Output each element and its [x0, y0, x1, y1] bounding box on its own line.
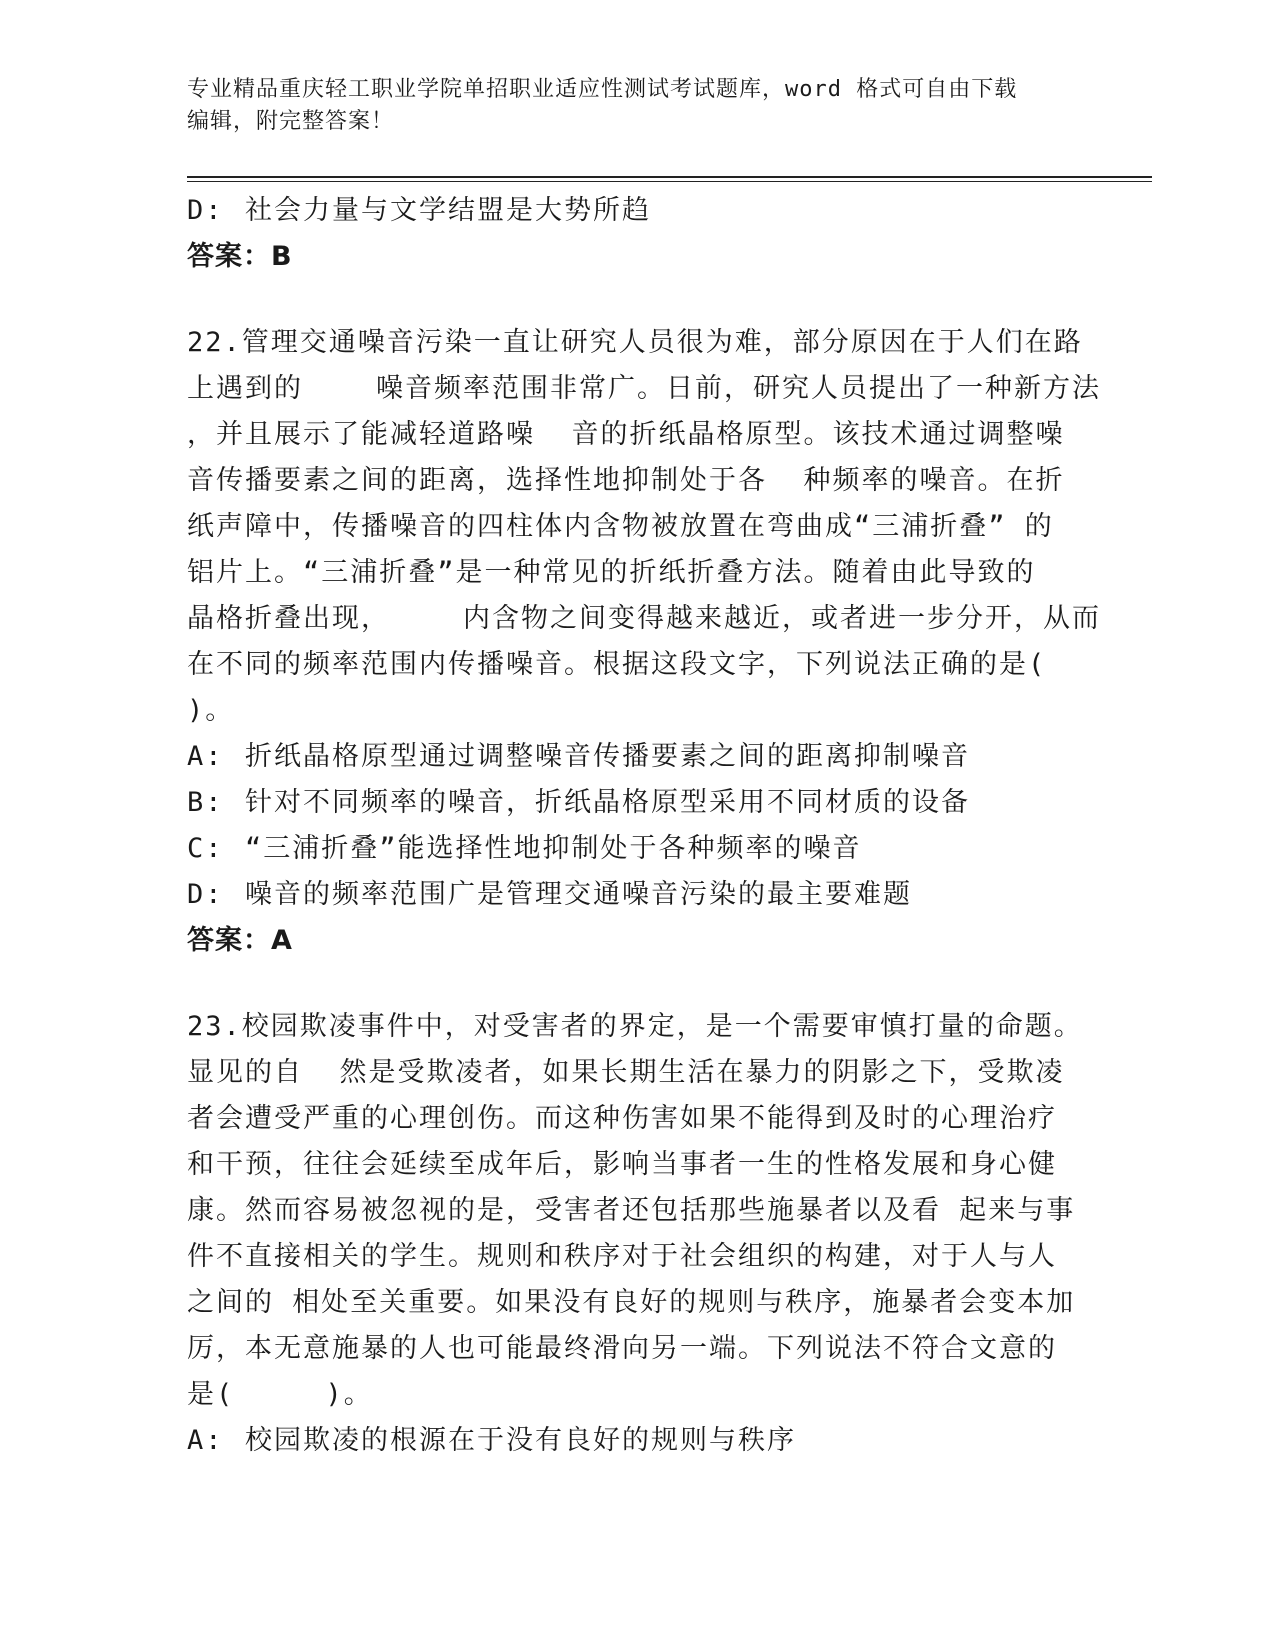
question-line: )。 [187, 695, 235, 726]
page-header [187, 74, 1087, 138]
option-b [187, 780, 1087, 826]
question-line: 显见的自 然是受欺凌者，如果长期生活在暴力的阴影之下，受欺凌 [187, 1057, 1065, 1088]
question-line: 22.管理交通噪音污染一直让研究人员很为难，部分原因在于人们在路 [187, 327, 1083, 358]
question-line: ，并且展示了能减轻道路噪 音的折纸晶格原型。该技术通过调整噪 [187, 419, 1065, 450]
option-text: 校园欺凌的根源在于没有良好的规则与秩序 [245, 1425, 796, 1456]
header-line-2: 编辑，附完整答案！ [187, 109, 395, 134]
option-text: 折纸晶格原型通过调整噪音传播要素之间的距离抑制噪音 [245, 741, 970, 772]
option-text: 社会力量与文学结盟是大势所趋 [245, 195, 651, 226]
answer-line: 答案：B [187, 241, 293, 272]
option-text: “三浦折叠”能选择性地抑制处于各种频率的噪音 [245, 833, 862, 864]
option-label: D: [187, 195, 224, 226]
question-line: 和干预，往往会延续至成年后，影响当事者一生的性格发展和身心健 [187, 1149, 1057, 1180]
question-line: 晶格折叠出现， 内含物之间变得越来越近，或者进一步分开，从而 [187, 603, 1102, 634]
option-label: A: [187, 1425, 224, 1456]
question-line: 23.校园欺凌事件中，对受害者的界定，是一个需要审慎打量的命题。 [187, 1011, 1083, 1042]
question-line: 康。然而容易被忽视的是，受害者还包括那些施暴者以及看 起来与事 [187, 1195, 1076, 1226]
option-text: 噪音的频率范围广是管理交通噪音污染的最主要难题 [245, 879, 912, 910]
header-divider [187, 176, 1152, 178]
option-a [187, 1418, 1087, 1464]
question-line: 之间的 相处至关重要。如果没有良好的规则与秩序，施暴者会变本加 [187, 1287, 1076, 1318]
option-d [187, 188, 1087, 234]
option-a [187, 734, 1087, 780]
option-label: A: [187, 741, 224, 772]
option-text: 针对不同频率的噪音，折纸晶格原型采用不同材质的设备 [245, 787, 970, 818]
option-d [187, 872, 1087, 918]
answer-line: 答案：A [187, 925, 293, 956]
question-line: 者会遭受严重的心理创伤。而这种伤害如果不能得到及时的心理治疗 [187, 1103, 1057, 1134]
question-line: 纸声障中，传播噪音的四柱体内含物被放置在弯曲成“三浦折叠” 的 [187, 511, 1054, 542]
header-line-1: 专业精品重庆轻工职业学院单招职业适应性测试考试题库，word 格式可自由下载 [187, 77, 1018, 102]
option-label: C: [187, 833, 224, 864]
question-line: 音传播要素之间的距离，选择性地抑制处于各 种频率的噪音。在折 [187, 465, 1065, 496]
question-22 [187, 320, 1102, 964]
spacer [187, 280, 1087, 320]
question-line: 是( )。 [187, 1379, 373, 1410]
option-label: B: [187, 787, 224, 818]
spacer [187, 964, 1087, 1004]
question-line: 件不直接相关的学生。规则和秩序对于社会组织的构建，对于人与人 [187, 1241, 1057, 1272]
option-label: D: [187, 879, 224, 910]
question-line: 铝片上。“三浦折叠”是一种常见的折纸折叠方法。随着由此导致的 [187, 557, 1036, 588]
question-line: 上遇到的 噪音频率范围非常广。日前，研究人员提出了一种新方法 [187, 373, 1102, 404]
option-c [187, 826, 1087, 872]
document-body [187, 188, 1102, 1464]
question-23 [187, 1004, 1087, 1464]
question-line: 厉，本无意施暴的人也可能最终滑向另一端。下列说法不符合文意的 [187, 1333, 1057, 1364]
question-line: 在不同的频率范围内传播噪音。根据这段文字，下列说法正确的是( [187, 649, 1047, 680]
